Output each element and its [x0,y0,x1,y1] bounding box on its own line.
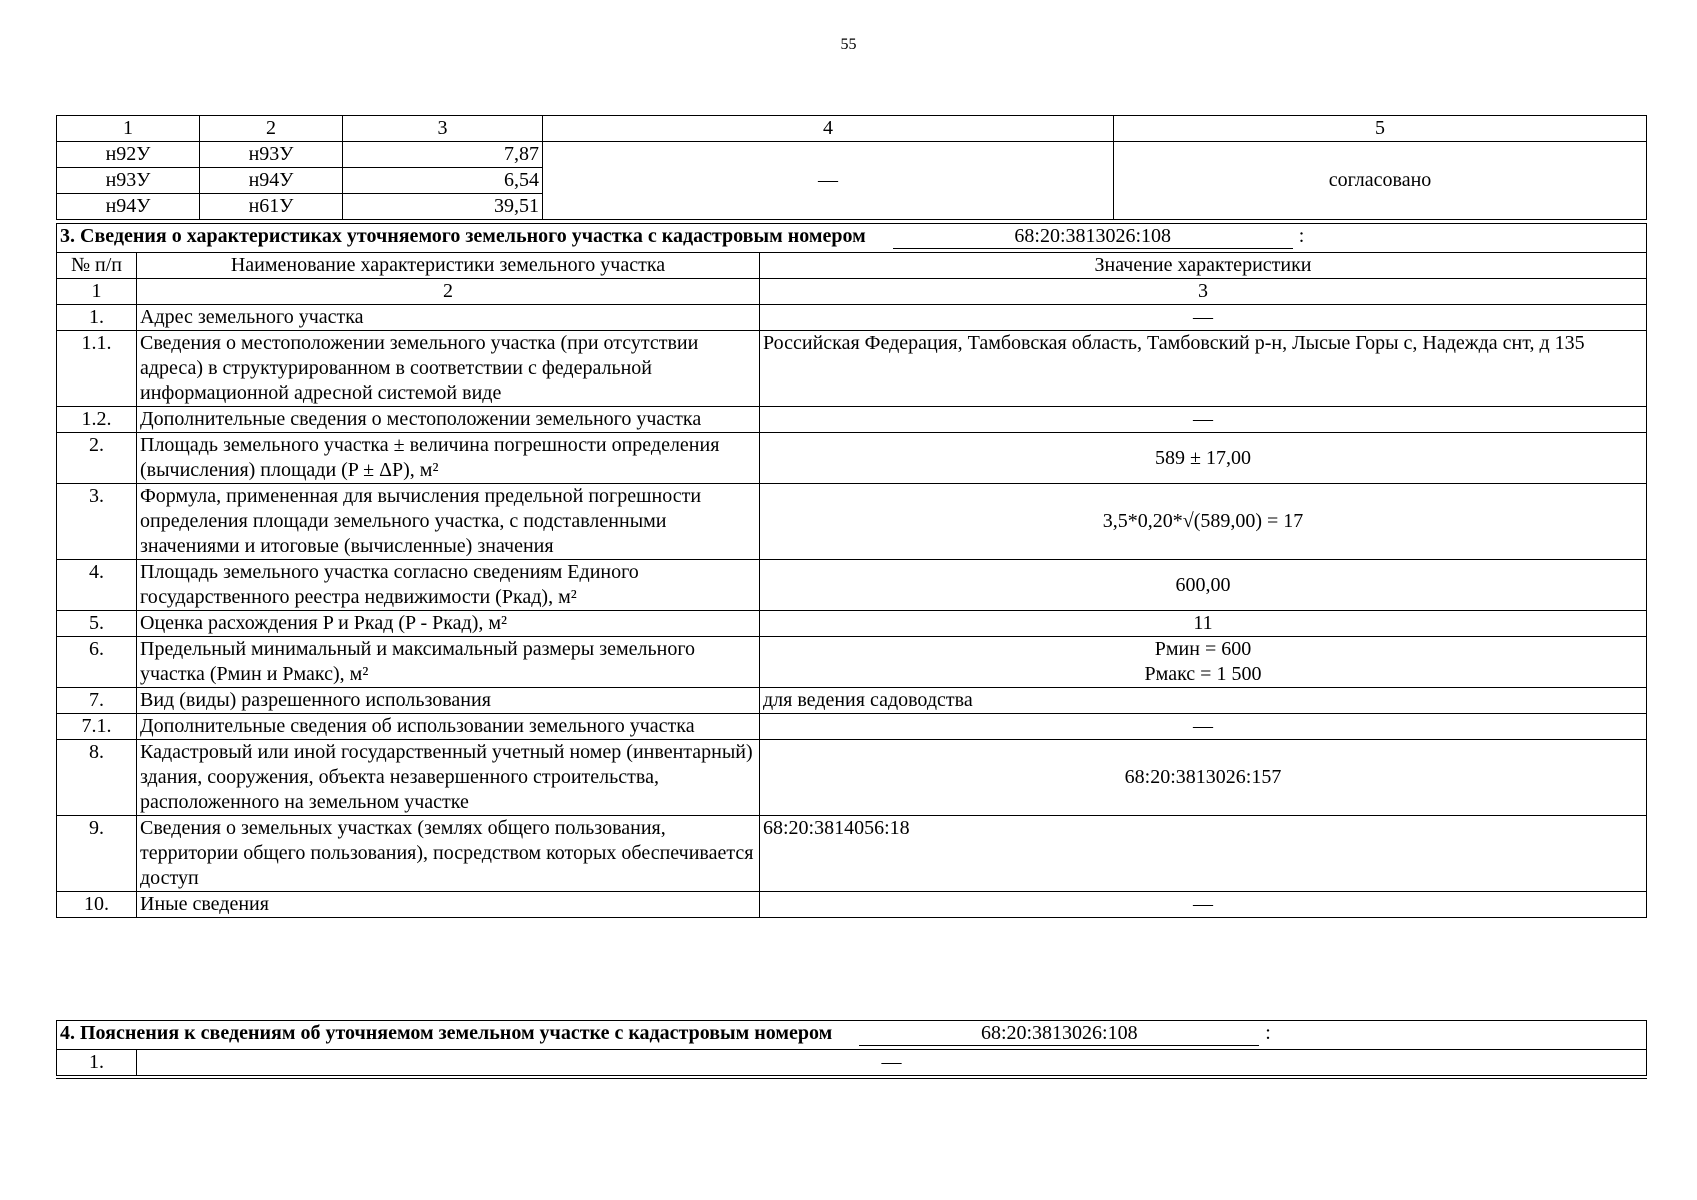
explanation-value: — [137,1050,1647,1078]
segment-length: 6,54 [343,168,543,194]
table-row [57,560,1647,611]
table-row [57,740,1647,816]
table-row [57,637,1647,688]
characteristic-name: Кадастровый или иной государственный учетный номер (инвентарный) здания, сооружения, объекта незавершенного строительства, расположенного на земельном участке [137,740,760,816]
characteristic-name: Дополнительные сведения о местоположении земельного участка [137,407,760,433]
row-number: 7.1. [57,714,137,740]
characteristic-value: 600,00 [760,560,1647,611]
cadastral-number: 68:20:3813026:108 [893,225,1293,249]
characteristic-value: — [760,305,1647,331]
characteristic-name: Вид (виды) разрешенного использования [137,688,760,714]
column-number-row [57,279,1647,305]
characteristic-value: для ведения садоводства [760,688,1647,714]
table-row [57,1050,1647,1078]
characteristic-name: Площадь земельного участка ± величина погрешности определения (вычисления) площади (P ± ΔP), м² [137,433,760,484]
characteristic-name: Площадь земельного участка согласно сведениям Единого государственного реестра недвижимости (Pкад), м² [137,560,760,611]
table-row [57,305,1647,331]
section-3-title-text: 3. Сведения о характеристиках уточняемого земельного участка с кадастровым номером [60,225,866,247]
characteristic-name: Дополнительные сведения об использовании земельного участка [137,714,760,740]
title-colon: : [1265,1022,1271,1044]
row-number: 2. [57,433,137,484]
table-row [57,142,1647,168]
characteristic-value: — [760,892,1647,918]
table-row [57,816,1647,892]
characteristic-value: 68:20:3813026:157 [760,740,1647,816]
table-row [57,433,1647,484]
characteristic-value [760,637,1647,688]
row-number: 8. [57,740,137,816]
section-title-row [57,224,1647,253]
characteristic-name: Оценка расхождения P и Pкад (P - Pкад), м² [137,611,760,637]
row-number: 9. [57,816,137,892]
table-row [57,714,1647,740]
column-number: 1 [57,279,137,305]
column-header-num: № п/п [57,253,137,279]
characteristic-name: Адрес земельного участка [137,305,760,331]
explanations-table [56,1020,1647,1079]
characteristic-name: Иные сведения [137,892,760,918]
page-number: 55 [840,36,857,53]
column-number: 2 [137,279,760,305]
characteristic-value: — [760,714,1647,740]
characteristic-name: Предельный минимальный и максимальный размеры земельного участка (Pмин и Pмакс), м² [137,637,760,688]
column-header: 3 [343,116,543,142]
table-row [57,484,1647,560]
boundary-segments-table [56,115,1647,220]
characteristic-value: 589 ± 17,00 [760,433,1647,484]
characteristic-value: 68:20:3814056:18 [760,816,1647,892]
column-header-value: Значение характеристики [760,253,1647,279]
cadastral-number: 68:20:3813026:108 [859,1022,1259,1046]
table-row [57,892,1647,918]
row-number: 1.2. [57,407,137,433]
characteristic-name: Сведения о местоположении земельного участка (при отсутствии адреса) в структурированном в соответствии с федеральной информационной адресной системой виде [137,331,760,407]
row-number: 10. [57,892,137,918]
point-from: н93У [57,168,200,194]
table-header-row [57,253,1647,279]
column-header: 2 [200,116,343,142]
characteristic-value: 3,5*0,20*√(589,00) = 17 [760,484,1647,560]
row-number: 1. [57,1050,137,1078]
characteristic-value: — [760,407,1647,433]
segment-length: 7,87 [343,142,543,168]
min-size-value: Pмин = 600 [1154,638,1252,660]
column-header: 1 [57,116,200,142]
point-from: н92У [57,142,200,168]
characteristic-value: 11 [760,611,1647,637]
row-number: 3. [57,484,137,560]
row-number: 7. [57,688,137,714]
characteristic-name: Сведения о земельных участках (землях общего пользования, территории общего пользования), посредством которых обеспечивается доступ [137,816,760,892]
column-header: 4 [543,116,1114,142]
section-3-title [57,224,1647,253]
characteristic-name: Формула, примененная для вычисления предельной погрешности определения площади земельного участка, с подставленными значениями и итоговые (вычисленные) значения [137,484,760,560]
section-title-row [57,1021,1647,1050]
table-row [57,688,1647,714]
approval-status: согласовано [1114,142,1647,220]
point-to: н93У [200,142,343,168]
row-number: 1.1. [57,331,137,407]
column-number: 3 [760,279,1647,305]
max-size-value: Pмакс = 1 500 [1144,663,1262,685]
row-number: 1. [57,305,137,331]
segment-length: 39,51 [343,194,543,220]
section-4-title [57,1021,1647,1050]
column-header-name: Наименование характеристики земельного участка [137,253,760,279]
row-number: 6. [57,637,137,688]
point-to: н61У [200,194,343,220]
row-number: 5. [57,611,137,637]
table-row [57,407,1647,433]
table-row [57,331,1647,407]
boundary-description: — [543,142,1114,220]
row-number: 4. [57,560,137,611]
point-to: н94У [200,168,343,194]
characteristic-value: Российская Федерация, Тамбовская область, Тамбовский р-н, Лысые Горы с, Надежда снт, д 135 [760,331,1647,407]
section-4-title-text: 4. Пояснения к сведениям об уточняемом земельном участке с кадастровым номером [60,1022,833,1044]
characteristics-table [56,223,1647,918]
table-row [57,611,1647,637]
point-from: н94У [57,194,200,220]
column-header: 5 [1114,116,1647,142]
title-colon: : [1298,225,1305,247]
table-header-row [57,116,1647,142]
